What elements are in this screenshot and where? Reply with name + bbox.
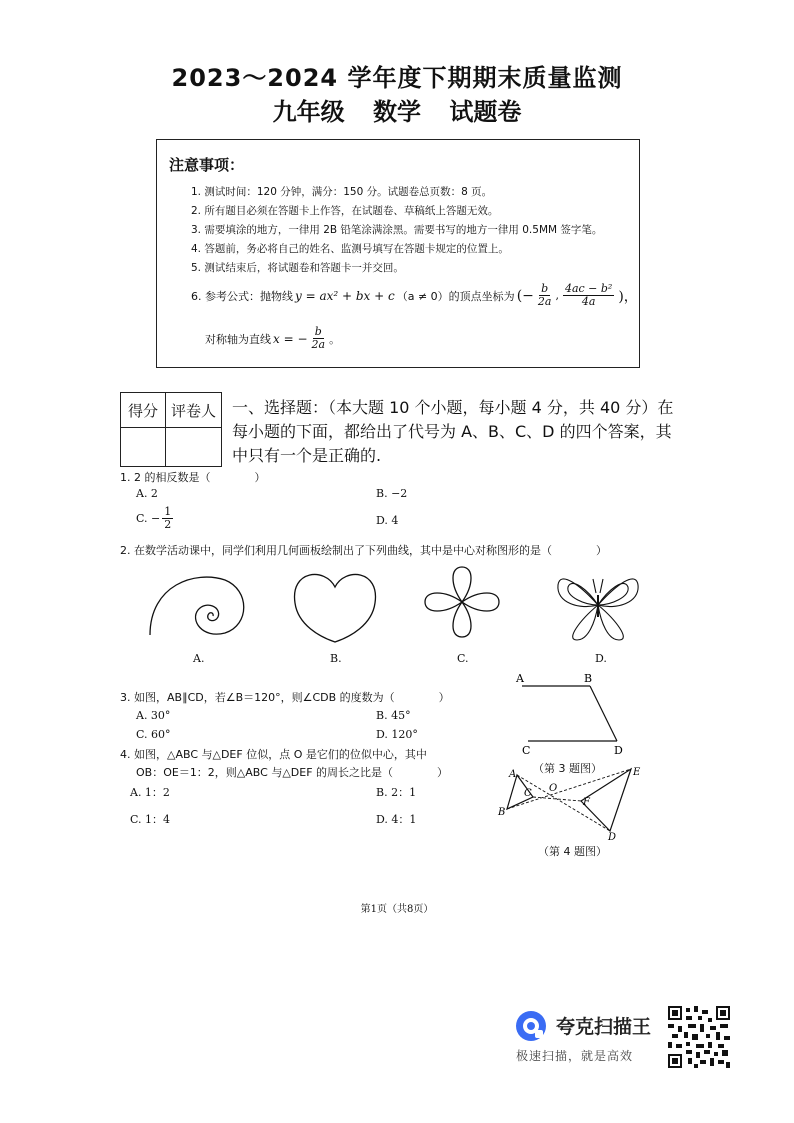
option-c-numerator: 1 [164, 505, 172, 518]
axis-fraction [312, 326, 326, 351]
option-c-fraction [162, 506, 173, 531]
point-label-e: E [633, 767, 641, 778]
question-2-option-c: C. [457, 652, 469, 665]
vertex-close: )， [618, 288, 638, 305]
spiral-figure [150, 577, 244, 635]
option-c-prefix: C. − [136, 512, 161, 526]
question-4-option-c: C. 1：4 [130, 813, 171, 826]
figure-3-caption: （第 3 题图） [533, 762, 602, 775]
figure-4-caption: （第 4 题图） [538, 845, 607, 858]
point-label-d: D [614, 744, 623, 757]
question-3-option-b: B. 45° [376, 709, 411, 722]
question-3-option-a: A. 30° [136, 709, 171, 722]
four-leaf-figure [425, 567, 499, 637]
question-4-stem-line1: 4. 如图，△ABC 与△DEF 位似，点 O 是它们的位似中心，其中 [120, 748, 427, 761]
vertex-open: (− [516, 287, 534, 304]
notice-item-3: 3. 需要填涂的地方，一律用 2B 铅笔涂满涂黑。需要书写的地方一律用 0.5MM 签字笔。 [191, 224, 603, 236]
question-4-figure [495, 763, 645, 843]
grader-header: 评卷人 [166, 393, 222, 428]
quark-logo-icon [514, 1009, 548, 1043]
question-2-option-b: B. [330, 652, 342, 665]
line-bd [590, 686, 617, 741]
question-4-option-b: B. 2：1 [376, 786, 417, 799]
question-3-figure [510, 670, 640, 760]
point-label-a: A [516, 672, 524, 685]
point-label-c: C [522, 744, 531, 757]
exam-subtitle: 九年级 数学 试题卷 [272, 98, 522, 126]
page-number: 第1页（共8页） [360, 904, 434, 915]
question-3-option-d: D. 120° [376, 728, 418, 741]
formula-condition: （a ≠ 0）的顶点坐标为 [396, 289, 515, 303]
question-1-option-a: A. 2 [136, 487, 158, 500]
vertex-y-numerator: 4ac − b² [564, 282, 613, 295]
vertex-y-fraction [563, 283, 614, 308]
question-1-option-d: D. 4 [376, 514, 399, 527]
heart-figure [295, 574, 376, 642]
axis-prefix: 对称轴为直线 [205, 332, 271, 346]
point-label-b: B [584, 672, 593, 685]
qr-code-icon[interactable] [668, 1006, 730, 1068]
section-1-instructions: 一、选择题：（本大题 10 个小题，每小题 4 分，共 40 分）在每小题的下面，都给出了代号为 A、B、C、D 的四个答案，其中只有一个是正确的. [232, 398, 674, 465]
axis-formula [205, 326, 340, 351]
notice-item-4: 4. 答题前，务必将自己的姓名、监测号填写在答题卡规定的位置上。 [191, 243, 509, 255]
line-ad [517, 775, 610, 831]
notice-title: 注意事项： [169, 156, 245, 174]
question-4-option-d: D. 4：1 [376, 813, 417, 826]
vertex-comma: , [555, 289, 559, 303]
question-4-option-a: A. 1：2 [130, 786, 170, 799]
formula-prefix: 6. 参考公式：抛物线 [191, 289, 293, 303]
axis-denominator: 2a [311, 338, 326, 352]
question-1-stem: 1. 2 的相反数是（ ） [120, 471, 266, 484]
question-4-stem-line2: OB：OE＝1：2，则△ABC 与△DEF 的周长之比是（ ） [136, 766, 449, 779]
question-1-option-b: B. −2 [376, 487, 408, 500]
point-label-c: C [524, 788, 532, 799]
score-header: 得分 [121, 393, 166, 428]
vertex-x-denominator: 2a [537, 295, 552, 309]
butterfly-figure [558, 579, 638, 640]
point-label-d: D [608, 832, 617, 843]
exam-title: 2023～2024 学年度下期期末质量监测 [171, 64, 623, 92]
question-3-option-c: C. 60° [136, 728, 171, 741]
notice-item-5: 5. 测试结束后，将试题卷和答题卡一并交回。 [191, 262, 404, 274]
vertex-x-fraction [538, 283, 552, 308]
score-cell[interactable] [121, 428, 166, 467]
question-3-stem: 3. 如图，AB∥CD，若∠B＝120°，则∠CDB 的度数为（ ） [120, 691, 450, 704]
question-2-option-d: D. [595, 652, 607, 665]
question-2-figures [140, 565, 660, 655]
vertex-y-denominator: 4a [581, 295, 596, 309]
option-c-denominator: 2 [164, 518, 172, 532]
point-label-a: A [509, 769, 517, 780]
axis-numerator: b [314, 325, 322, 338]
point-label-b: B [498, 807, 506, 818]
vertex-x-numerator: b [541, 282, 549, 295]
notice-item-2: 2. 所有题目必须在答题卡上作答，在试题卷、草稿纸上答题无效。 [191, 205, 499, 217]
point-label-o: O [549, 783, 558, 794]
point-label-f: F [583, 797, 590, 808]
axis-equation: x = − [273, 331, 308, 346]
notice-box [156, 139, 640, 368]
axis-end: 。 [329, 332, 341, 346]
score-table [120, 392, 222, 467]
question-1-option-c [136, 506, 175, 531]
question-2-option-a: A. [193, 652, 205, 665]
scanner-slogan: 极速扫描，就是高效 [516, 1049, 634, 1063]
scanner-brand-name: 夸克扫描王 [556, 1016, 652, 1038]
question-2-stem: 2. 在数学活动课中，同学们利用几何画板绘制出了下列曲线，其中是中心对称图形的是（ ） [120, 544, 607, 557]
grader-cell[interactable] [166, 428, 222, 467]
notice-item-1: 1. 测试时间：120 分钟，满分：150 分。试题卷总页数：8 页。 [191, 186, 493, 198]
parabola-equation: y = ax² + bx + c [295, 288, 395, 303]
notice-item-6 [191, 283, 638, 308]
